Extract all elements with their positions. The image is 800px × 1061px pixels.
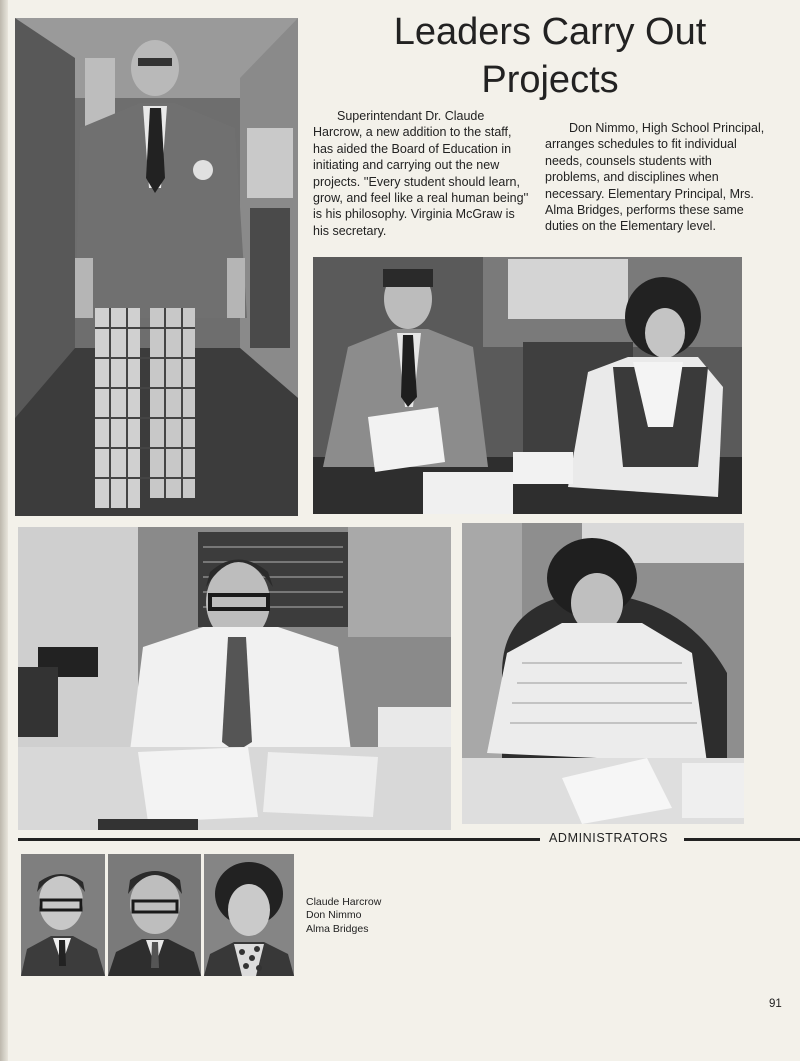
- portrait-don-nimmo: [108, 854, 201, 976]
- page-number: 91: [769, 998, 782, 1010]
- portrait-alma-bridges: [204, 854, 294, 976]
- caption-alma-bridges: Alma Bridges: [306, 922, 369, 935]
- title-line-2: Projects: [481, 59, 619, 101]
- article-paragraph-right: Don Nimmo, High School Principal, arranges schedules to fit individual needs, counsels students with problems, and disciplines when necessary. Elementary Principal, Mrs. Alma Bridges, performs these same duties on the Elementary level.: [545, 121, 765, 234]
- caption-don-nimmo: Don Nimmo: [306, 909, 362, 922]
- photo-superintendent-and-secretary: [313, 257, 742, 514]
- section-label: ADMINISTRATORS: [549, 831, 669, 845]
- page-title: [330, 8, 770, 104]
- portrait-claude-harcrow: [21, 854, 105, 976]
- photo-superintendent-walking: [15, 18, 298, 516]
- section-rule-left: [18, 838, 540, 841]
- photo-high-school-principal: [18, 527, 451, 830]
- portrait-caption-list: [306, 896, 381, 936]
- section-rule-right: [684, 838, 800, 841]
- caption-claude-harcrow: Claude Harcrow: [306, 896, 382, 908]
- photo-elementary-principal: [462, 523, 744, 824]
- article-paragraph-left: Superintendant Dr. Claude Harcrow, a new addition to the staff, has aided the Board of Education in initiating and carrying out the new projects. ''Every student should learn, grow, and feel like a real human being'' is his philosophy. Virginia McGraw is his secretary.: [313, 109, 529, 238]
- title-line-1: Leaders Carry Out: [393, 11, 707, 53]
- binding-edge: [0, 0, 8, 1061]
